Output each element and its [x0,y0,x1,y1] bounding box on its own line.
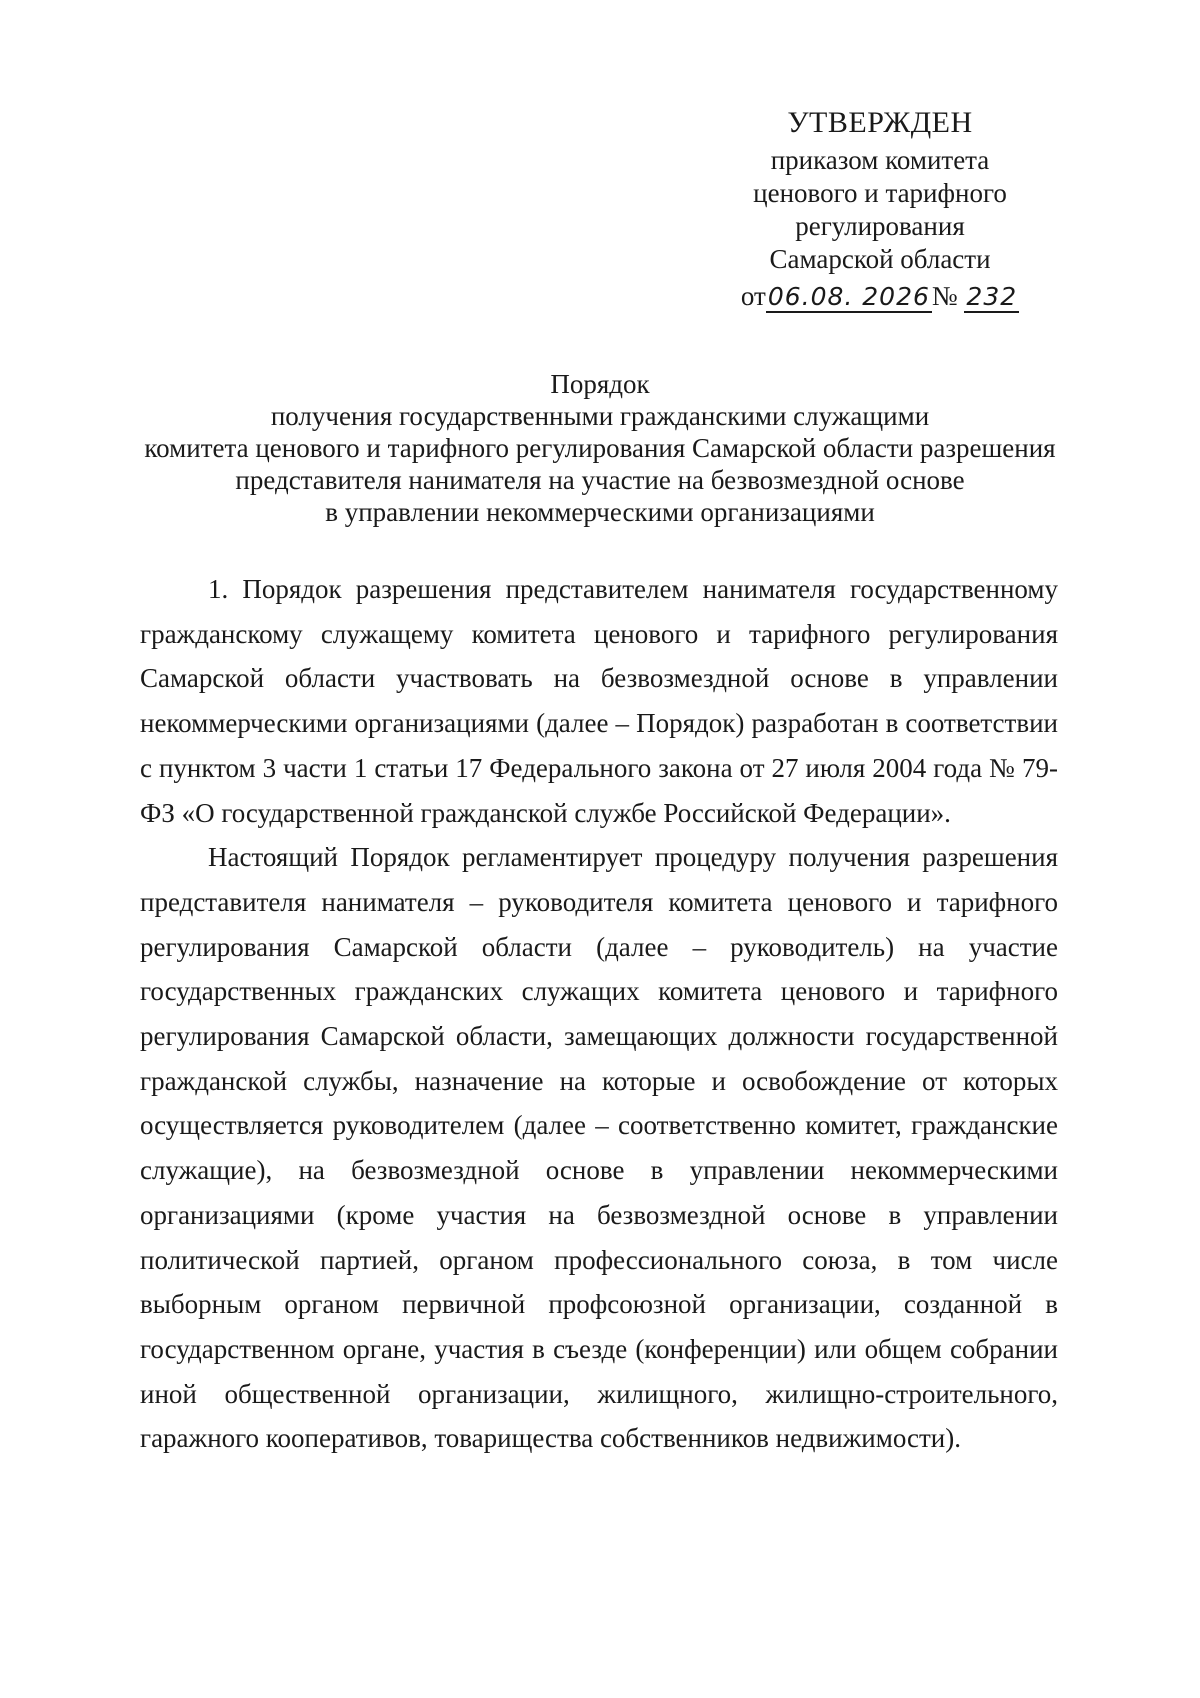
approval-line: регулирования [795,211,965,241]
document-title [140,368,1060,528]
order-number: 232 [966,282,1018,311]
approval-line: ценового и тарифного [753,178,1007,208]
title-line: комитета ценового и тарифного регулирования Самарской области разрешения [144,433,1056,463]
date-prefix: от [740,281,766,311]
approval-stamp [690,105,1070,313]
title-line: получения государственными гражданскими служащими [270,401,930,431]
approval-line: приказом комитета [770,145,990,175]
approved-heading: УТВЕРЖДЕН [787,106,973,139]
title-line: представителя нанимателя на участие на безвозмездной основе [235,465,965,495]
approval-line: Самарской области [769,244,991,274]
paragraph: Настоящий Порядок регламентирует процедуру получения разрешения представителя нанимателя – руководителя комитета ценового и тарифного регулирования Самарской области (далее – руководитель) на участие государственных гражданских служащих комитета ценового и тарифного регулирования Самарской области, замещающих должности государственной гражданской службы, назначение на которые и освобождение от которых осуществляется руководителем (далее – соответственно комитет, гражданские служащие), на безвозмездной основе в управлении некоммерческими организациями (кроме участия на безвозмездной основе в управлении политической партией, органом профессионального союза, в том числе выборным органом первичной профсоюзной организации, созданной в государственном органе, участия в съезде (конференции) или общем собрании иной общественной организации, жилищного, жилищно-строительного, гаражного кооперативов, товарищества собственников недвижимости). [140,842,1058,1454]
document-body [140,567,1058,1461]
title-line: в управлении некоммерческими организациями [325,497,875,527]
order-date: 06.08. 2026 [767,282,930,311]
title-line: Порядок [550,369,650,399]
paragraph: 1. Порядок разрешения представителем нанимателя государственному гражданскому служащему комитета ценового и тарифного регулирования Самарской области участвовать на безвозмездной основе в управлении некоммерческими организациями (далее – Порядок) разработан в соответствии с пунктом 3 части 1 статьи 17 Федерального закона от 27 июля 2004 года № 79-ФЗ «О государственной гражданской службе Российской Федерации». [140,574,1058,828]
order-date-number [690,280,1070,313]
number-prefix: № [931,281,958,311]
